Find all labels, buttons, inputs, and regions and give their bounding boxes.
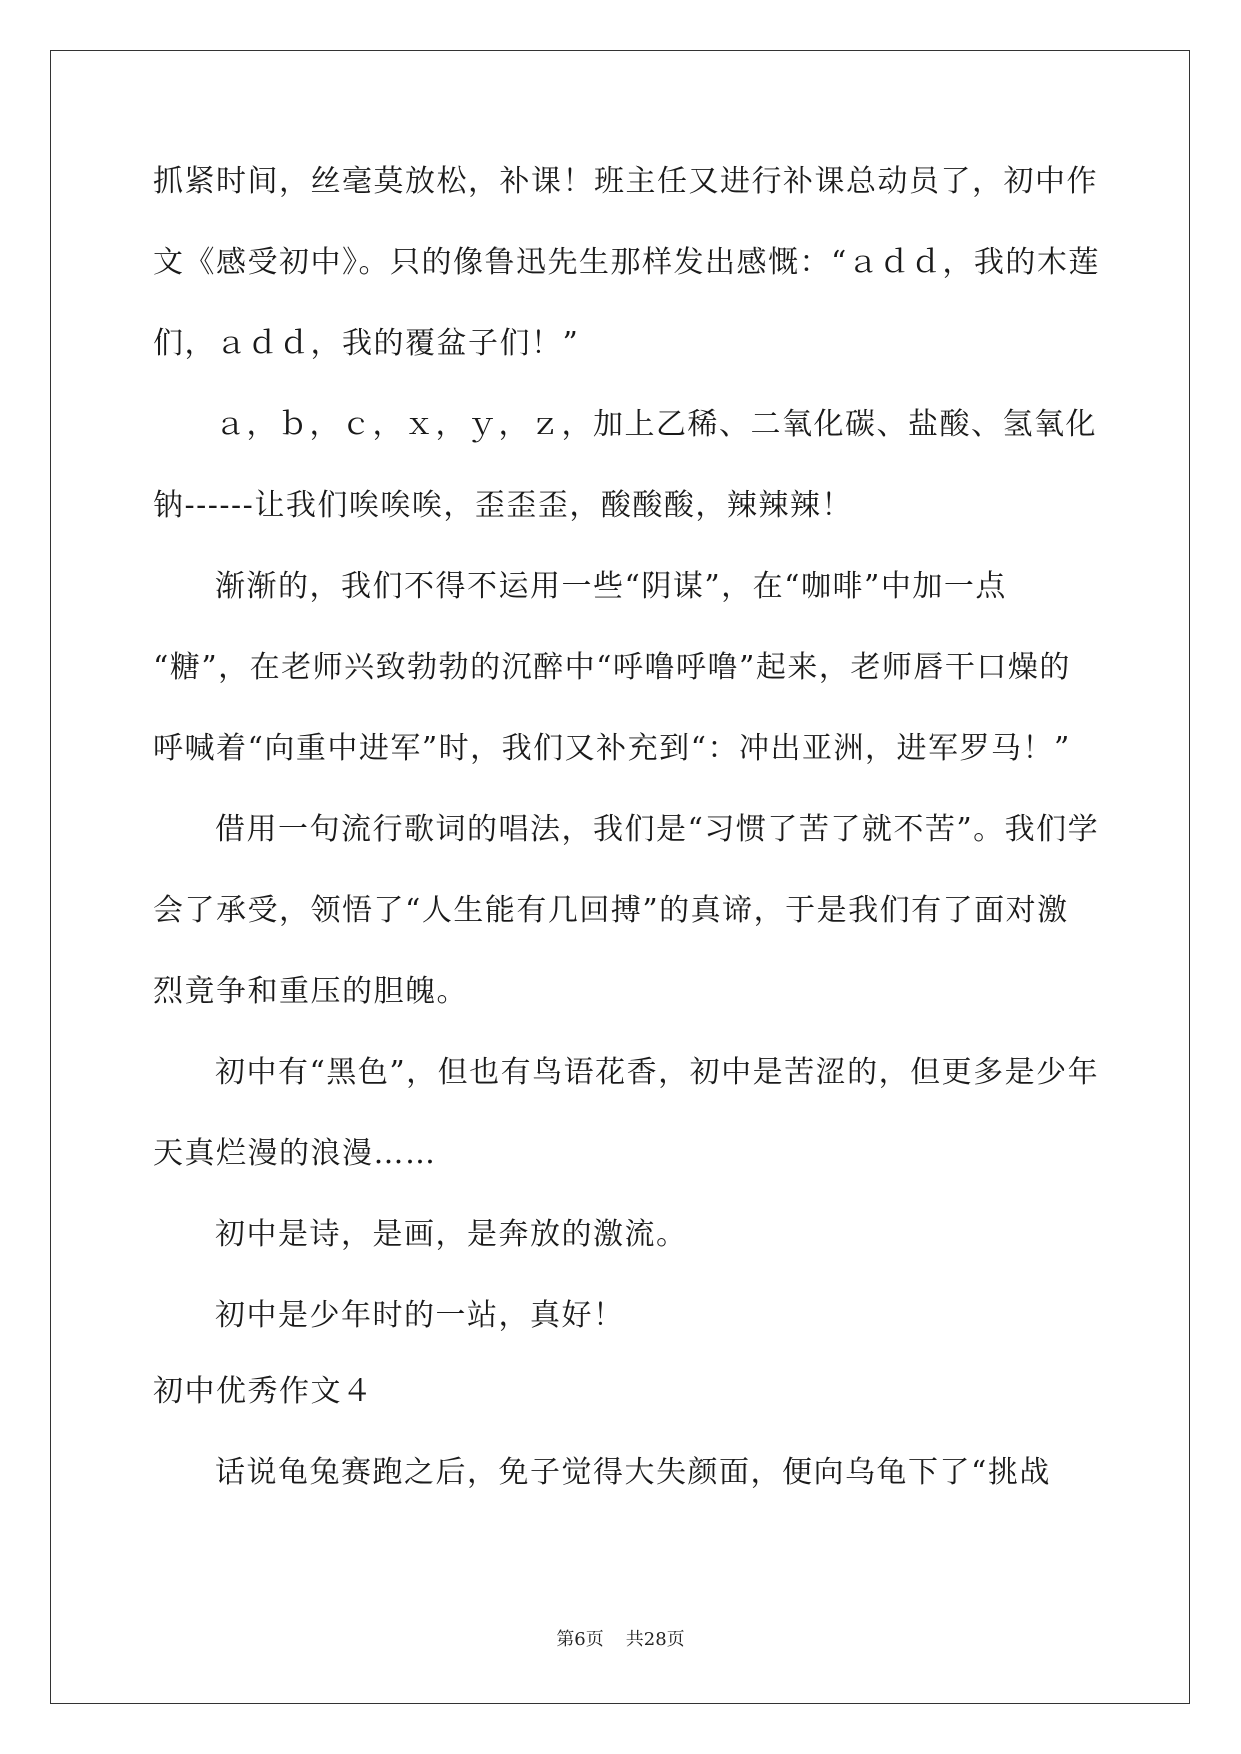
text-line: 会了承受，领悟了“人生能有几回搏”的真谛，于是我们有了面对激 — [153, 893, 1069, 928]
current-page-number: 第6页 — [556, 1629, 604, 1650]
text-line: 初中是诗，是画，是奔放的激流。 — [215, 1217, 688, 1252]
total-page-count: 共28页 — [625, 1629, 685, 1650]
text-line: 文《感受初中》。只的像鲁迅先生那样发出感慨：“ａｄｄ，我的木莲 — [153, 245, 1100, 280]
page-footer — [0, 1628, 1241, 1652]
text-line: 们，ａｄｄ，我的覆盆子们！” — [153, 326, 580, 361]
section-heading: 初中优秀作文４ — [153, 1374, 374, 1409]
text-line: ａ，ｂ，ｃ，ｘ，ｙ，ｚ，加上乙稀、二氧化碳、盐酸、氢氧化 — [215, 407, 1097, 442]
text-line: 初中有“黑色”，但也有鸟语花香，初中是苦涩的，但更多是少年 — [215, 1055, 1100, 1090]
text-line: 呼喊着“向重中进军”时，我们又补充到“：冲出亚洲，进军罗马！” — [153, 731, 1071, 766]
text-line: 抓紧时间，丝毫莫放松，补课！班主任又进行补课总动员了，初中作 — [153, 164, 1098, 199]
text-line: 钠------让我们唉唉唉，歪歪歪，酸酸酸，辣辣辣！ — [153, 488, 853, 523]
text-line: 天真烂漫的浪漫…… — [153, 1136, 437, 1171]
text-line: 话说龟兔赛跑之后，免子觉得大失颜面，便向乌龟下了“挑战 — [215, 1455, 1051, 1490]
text-line: 初中是少年时的一站，真好！ — [215, 1298, 625, 1333]
text-line: 烈竟争和重压的胆魄。 — [153, 974, 468, 1009]
text-line: “糖”，在老师兴致勃勃的沉醉中“呼噜呼噜”起来，老师唇干口燥的 — [153, 650, 1071, 685]
text-line: 借用一句流行歌词的唱法，我们是“习惯了苦了就不苦”。我们学 — [215, 812, 1100, 847]
text-line: 渐渐的，我们不得不运用一些“阴谋”，在“咖啡”中加一点 — [215, 569, 1007, 604]
